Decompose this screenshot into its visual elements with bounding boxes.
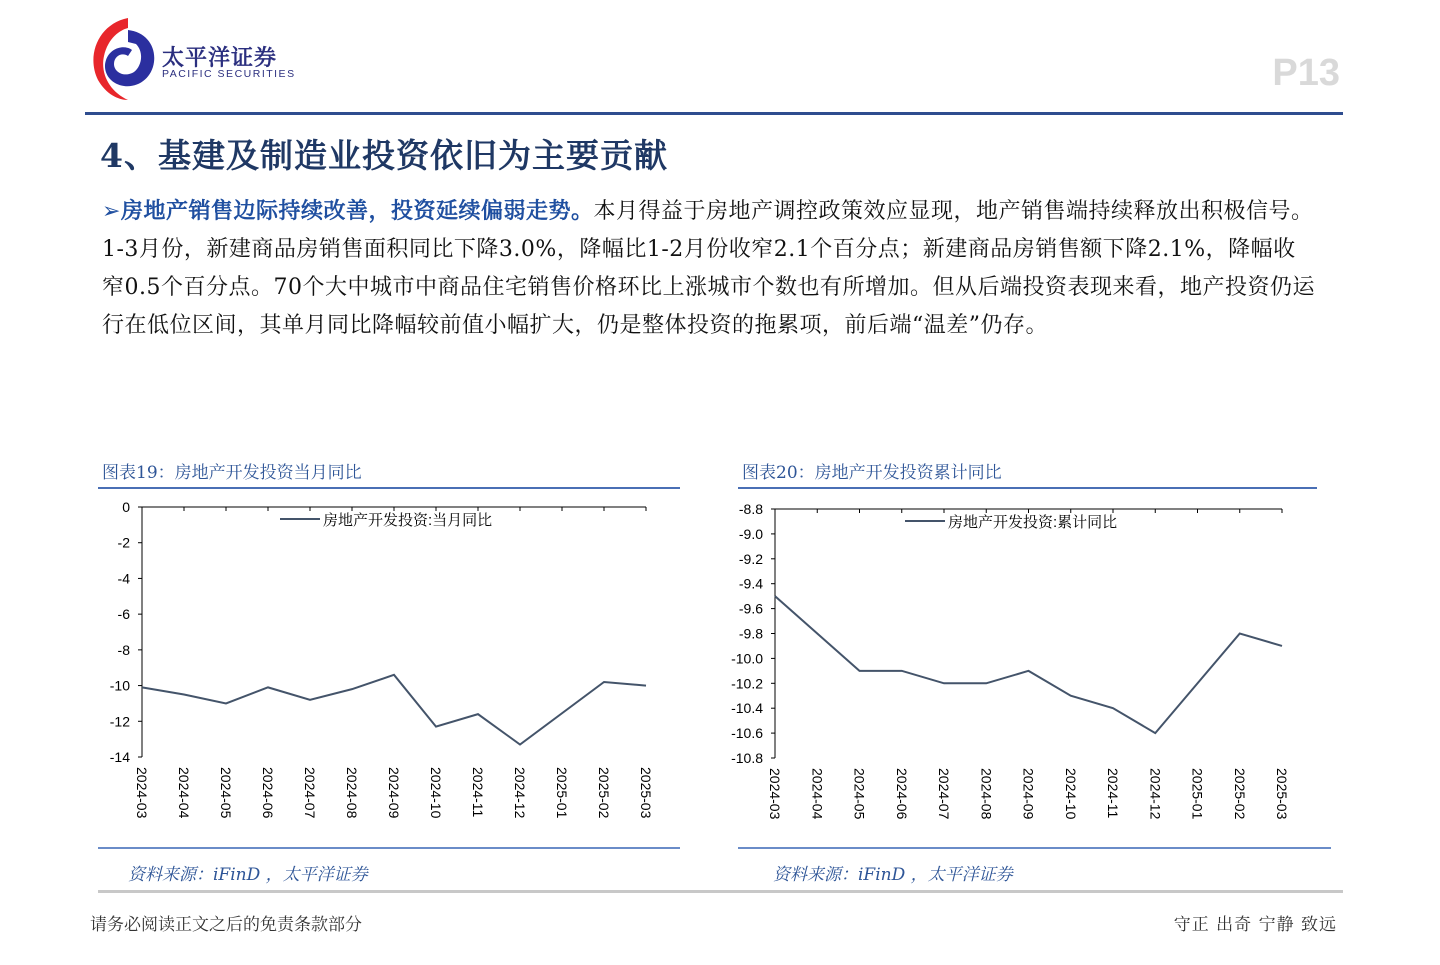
chart-caption-20: 图表20：房地产开发投资累计同比 [742, 463, 1002, 483]
x-tick-label: 2025-01 [554, 767, 570, 819]
y-tick-label: -9.8 [738, 625, 763, 642]
y-tick-label: -10.2 [731, 675, 763, 692]
chart-source-rule [98, 847, 680, 849]
y-tick-label: -10.0 [731, 650, 763, 667]
x-tick-label: 2025-03 [1274, 768, 1290, 820]
x-tick-label: 2025-03 [638, 767, 654, 819]
x-tick-label: 2024-11 [1105, 768, 1121, 819]
footer-disclaimer: 请务必阅读正文之后的免责条款部分 [90, 915, 362, 935]
x-tick-label: 2024-05 [851, 768, 868, 820]
y-tick-label: 0 [122, 499, 130, 515]
x-tick-label: 2024-08 [978, 768, 995, 820]
y-tick-label: -10 [109, 677, 130, 694]
x-tick-label: 2024-07 [936, 768, 952, 820]
y-tick-label: -8 [117, 641, 130, 658]
x-tick-label: 2024-06 [260, 767, 276, 819]
y-tick-label: -9.4 [738, 575, 763, 592]
x-tick-label: 2024-12 [1147, 768, 1164, 820]
y-tick-label: -12 [109, 713, 130, 730]
x-tick-label: 2024-10 [1062, 768, 1079, 820]
y-tick-label: -2 [117, 534, 130, 551]
chart-cumulative-yoy [710, 492, 1317, 837]
chart-source-19: 资料来源：iFinD ，太平洋证券 [128, 865, 368, 885]
chart-source-rule [738, 847, 1331, 849]
footer-divider [98, 890, 1343, 893]
paragraph-body: 本月得益于房地产调控政策效应显现，地产销售端持续释放出积极信号。1-3月份，新建商品房销售面积同比下降3.0%，降幅比1-2月份收窄2.1个百分点；新建商品房销售额下降2.1%，降幅收窄0.5个百分点。70个大中城市中商品住宅销售价格环比上涨城市个数也有所增加。但从后端投资表现来看，地产投资仍运行在低位区间，其单月同比降幅较前值小幅扩大，仍是整体投资的拖累项，前后端“温差”仍存。 [102, 199, 1315, 338]
y-tick-label: -9.6 [738, 600, 763, 617]
x-tick-label: 2024-10 [428, 767, 444, 819]
chart-caption-rule [98, 487, 680, 489]
x-tick-label: 2024-04 [176, 767, 192, 819]
y-tick-label: -9.0 [738, 525, 763, 542]
paragraph-highlight: 房地产销售边际持续改善，投资延续偏弱走势。 [120, 198, 594, 224]
y-tick-label: -10.8 [731, 750, 763, 766]
header-divider [85, 112, 1343, 115]
body-paragraph [102, 192, 1317, 345]
logo-chinese-text: 太平洋证券 [162, 46, 278, 71]
section-title: 4、基建及制造业投资依旧为主要贡献 [100, 136, 668, 175]
legend-label: 房地产开发投资:当月同比 [323, 512, 493, 529]
chart-caption-19: 图表19：房地产开发投资当月同比 [102, 463, 362, 483]
x-tick-label: 2024-12 [512, 767, 528, 819]
x-tick-label: 2024-03 [134, 767, 150, 819]
y-tick-label: -10.6 [731, 725, 763, 742]
footer-motto: 守正 出奇 宁静 致远 [1173, 915, 1337, 935]
x-tick-label: 2025-02 [596, 767, 612, 819]
y-tick-label: -14 [109, 749, 130, 765]
x-tick-label: 2025-01 [1189, 768, 1206, 820]
y-tick-label: -6 [117, 606, 130, 623]
page-number: P13 [1272, 52, 1340, 94]
x-tick-label: 2024-11 [470, 767, 486, 818]
x-tick-label: 2024-09 [386, 767, 402, 819]
x-tick-label: 2024-08 [344, 767, 360, 819]
chart-source-20: 资料来源：iFinD ，太平洋证券 [773, 865, 1013, 885]
legend-label: 房地产开发投资:累计同比 [948, 514, 1118, 531]
y-tick-label: -4 [117, 570, 130, 587]
logo-english-text: PACIFIC SECURITIES [162, 68, 296, 80]
x-tick-label: 2024-09 [1020, 768, 1037, 820]
x-tick-label: 2024-03 [767, 768, 783, 820]
x-tick-label: 2024-04 [809, 768, 826, 820]
pacific-securities-logo-icon [88, 16, 160, 102]
series-line [775, 596, 1282, 733]
y-tick-label: -9.2 [738, 550, 763, 567]
y-tick-label: -10.4 [731, 700, 763, 717]
x-tick-label: 2024-07 [302, 767, 318, 819]
x-tick-label: 2024-06 [893, 768, 910, 820]
chart-monthly-yoy [98, 492, 680, 837]
x-tick-label: 2025-02 [1231, 768, 1248, 820]
bullet-arrow-icon: ➢ [102, 199, 121, 224]
y-tick-label: -8.8 [738, 501, 763, 517]
x-tick-label: 2024-05 [218, 767, 234, 819]
series-line [142, 675, 646, 745]
chart-caption-rule [738, 487, 1317, 489]
